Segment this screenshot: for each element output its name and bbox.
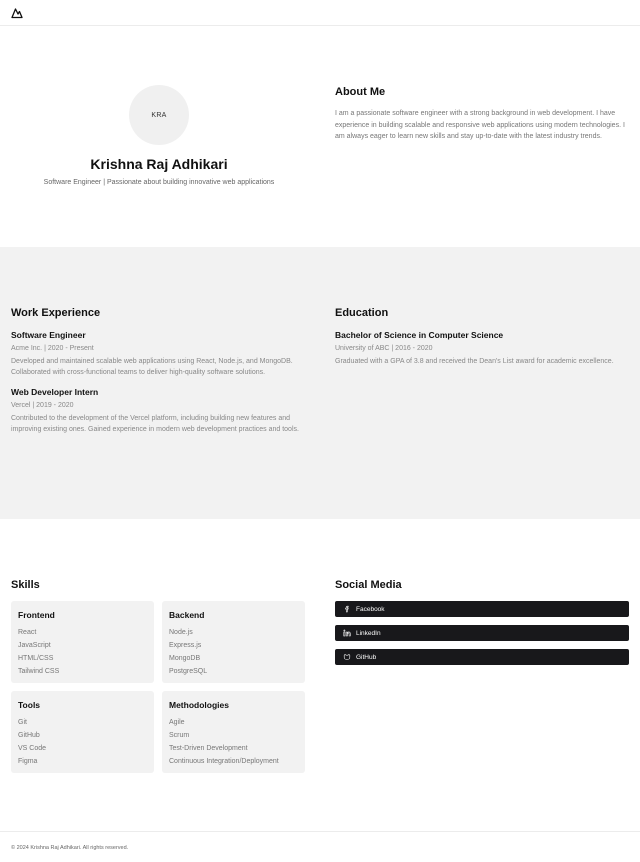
linkedin-button[interactable] bbox=[335, 625, 629, 641]
education-desc: Graduated with a GPA of 3.8 and received the Dean's List award for academic excellence. bbox=[335, 358, 614, 365]
skill-item: Express.js bbox=[169, 642, 202, 649]
work-role: Software Engineer bbox=[11, 330, 86, 340]
skill-item: Continuous Integration/Deployment bbox=[169, 758, 279, 765]
github-button[interactable] bbox=[335, 649, 629, 665]
skill-card-title: Tools bbox=[18, 700, 41, 710]
linkedin-icon bbox=[342, 628, 352, 638]
education-title: Education bbox=[335, 307, 389, 319]
hero-section bbox=[0, 27, 640, 247]
skill-item: React bbox=[18, 629, 37, 636]
work-title: Work Experience bbox=[11, 307, 101, 319]
skill-item: Agile bbox=[169, 719, 185, 726]
skill-item: Scrum bbox=[169, 732, 190, 739]
skill-item: Tailwind CSS bbox=[18, 668, 60, 675]
skill-item: MongoDB bbox=[169, 655, 201, 662]
skill-list bbox=[169, 716, 298, 768]
skill-card-title: Backend bbox=[169, 610, 205, 620]
skills-title: Skills bbox=[11, 579, 40, 591]
skill-card-frontend bbox=[11, 601, 154, 683]
top-navbar bbox=[0, 0, 640, 26]
social-media-section bbox=[335, 579, 627, 665]
skill-item: GitHub bbox=[18, 732, 40, 739]
linkedin-label: LinkedIn bbox=[356, 629, 381, 637]
about-title: About Me bbox=[335, 86, 386, 98]
skill-item: Node.js bbox=[169, 629, 193, 636]
education-entry bbox=[335, 330, 627, 367]
work-role: Web Developer Intern bbox=[11, 387, 99, 397]
facebook-label: Facebook bbox=[356, 605, 385, 613]
education-degree: Bachelor of Science in Computer Science bbox=[335, 330, 504, 340]
work-entry bbox=[11, 387, 307, 435]
profile-block bbox=[0, 85, 318, 186]
social-title: Social Media bbox=[335, 579, 402, 591]
skill-item: Git bbox=[18, 719, 27, 726]
skill-list bbox=[169, 626, 298, 678]
experience-education-section bbox=[0, 247, 640, 519]
about-section bbox=[335, 86, 627, 143]
facebook-icon bbox=[342, 604, 352, 614]
work-desc: Contributed to the development of the Vercel platform, including building new features and improving existing ones. Gained experience in modern web development practices and tools. bbox=[11, 415, 299, 433]
work-desc: Developed and maintained scalable web applications using React, Node.js, and MongoDB. Collaborated with cross-functional teams to deliver high-quality software solutions. bbox=[11, 358, 293, 376]
skill-item: Test-Driven Development bbox=[169, 745, 248, 752]
skills-grid bbox=[11, 601, 307, 773]
skill-item: PostgreSQL bbox=[169, 668, 208, 675]
mountain-logo-icon[interactable] bbox=[11, 7, 23, 19]
skill-list bbox=[18, 626, 147, 678]
profile-name: Krishna Raj Adhikari bbox=[90, 156, 228, 172]
skill-item: HTML/CSS bbox=[18, 655, 54, 662]
work-meta: Vercel | 2019 - 2020 bbox=[11, 402, 74, 409]
facebook-button[interactable] bbox=[335, 601, 629, 617]
skill-card-tools bbox=[11, 691, 154, 773]
github-icon bbox=[342, 652, 352, 662]
education bbox=[335, 307, 627, 367]
skill-item: Figma bbox=[18, 758, 38, 765]
education-meta: University of ABC | 2016 - 2020 bbox=[335, 345, 433, 352]
github-label: GitHub bbox=[356, 653, 377, 661]
skill-card-title: Frontend bbox=[18, 610, 55, 620]
footer-copyright: © 2024 Krishna Raj Adhikari. All rights reserved. bbox=[11, 845, 129, 851]
work-experience bbox=[11, 307, 307, 435]
profile-tagline: Software Engineer | Passionate about building innovative web applications bbox=[43, 179, 275, 186]
work-meta: Acme Inc. | 2020 - Present bbox=[11, 345, 94, 352]
skill-card-methodologies bbox=[162, 691, 305, 773]
skills-section bbox=[11, 579, 307, 773]
skill-item: JavaScript bbox=[18, 642, 51, 649]
skill-list bbox=[18, 716, 147, 768]
about-body: I am a passionate software engineer with a strong background in web development. I have experience in building scalable and responsive web applications using modern technologies. I am always eager to learn new skills and stay up-to-date with the latest industry trends. bbox=[335, 110, 625, 140]
avatar: KRA bbox=[129, 85, 189, 145]
skill-item: VS Code bbox=[18, 745, 47, 752]
footer bbox=[0, 831, 640, 862]
skill-card-backend bbox=[162, 601, 305, 683]
work-entry bbox=[11, 330, 307, 378]
skill-card-title: Methodologies bbox=[169, 700, 229, 710]
